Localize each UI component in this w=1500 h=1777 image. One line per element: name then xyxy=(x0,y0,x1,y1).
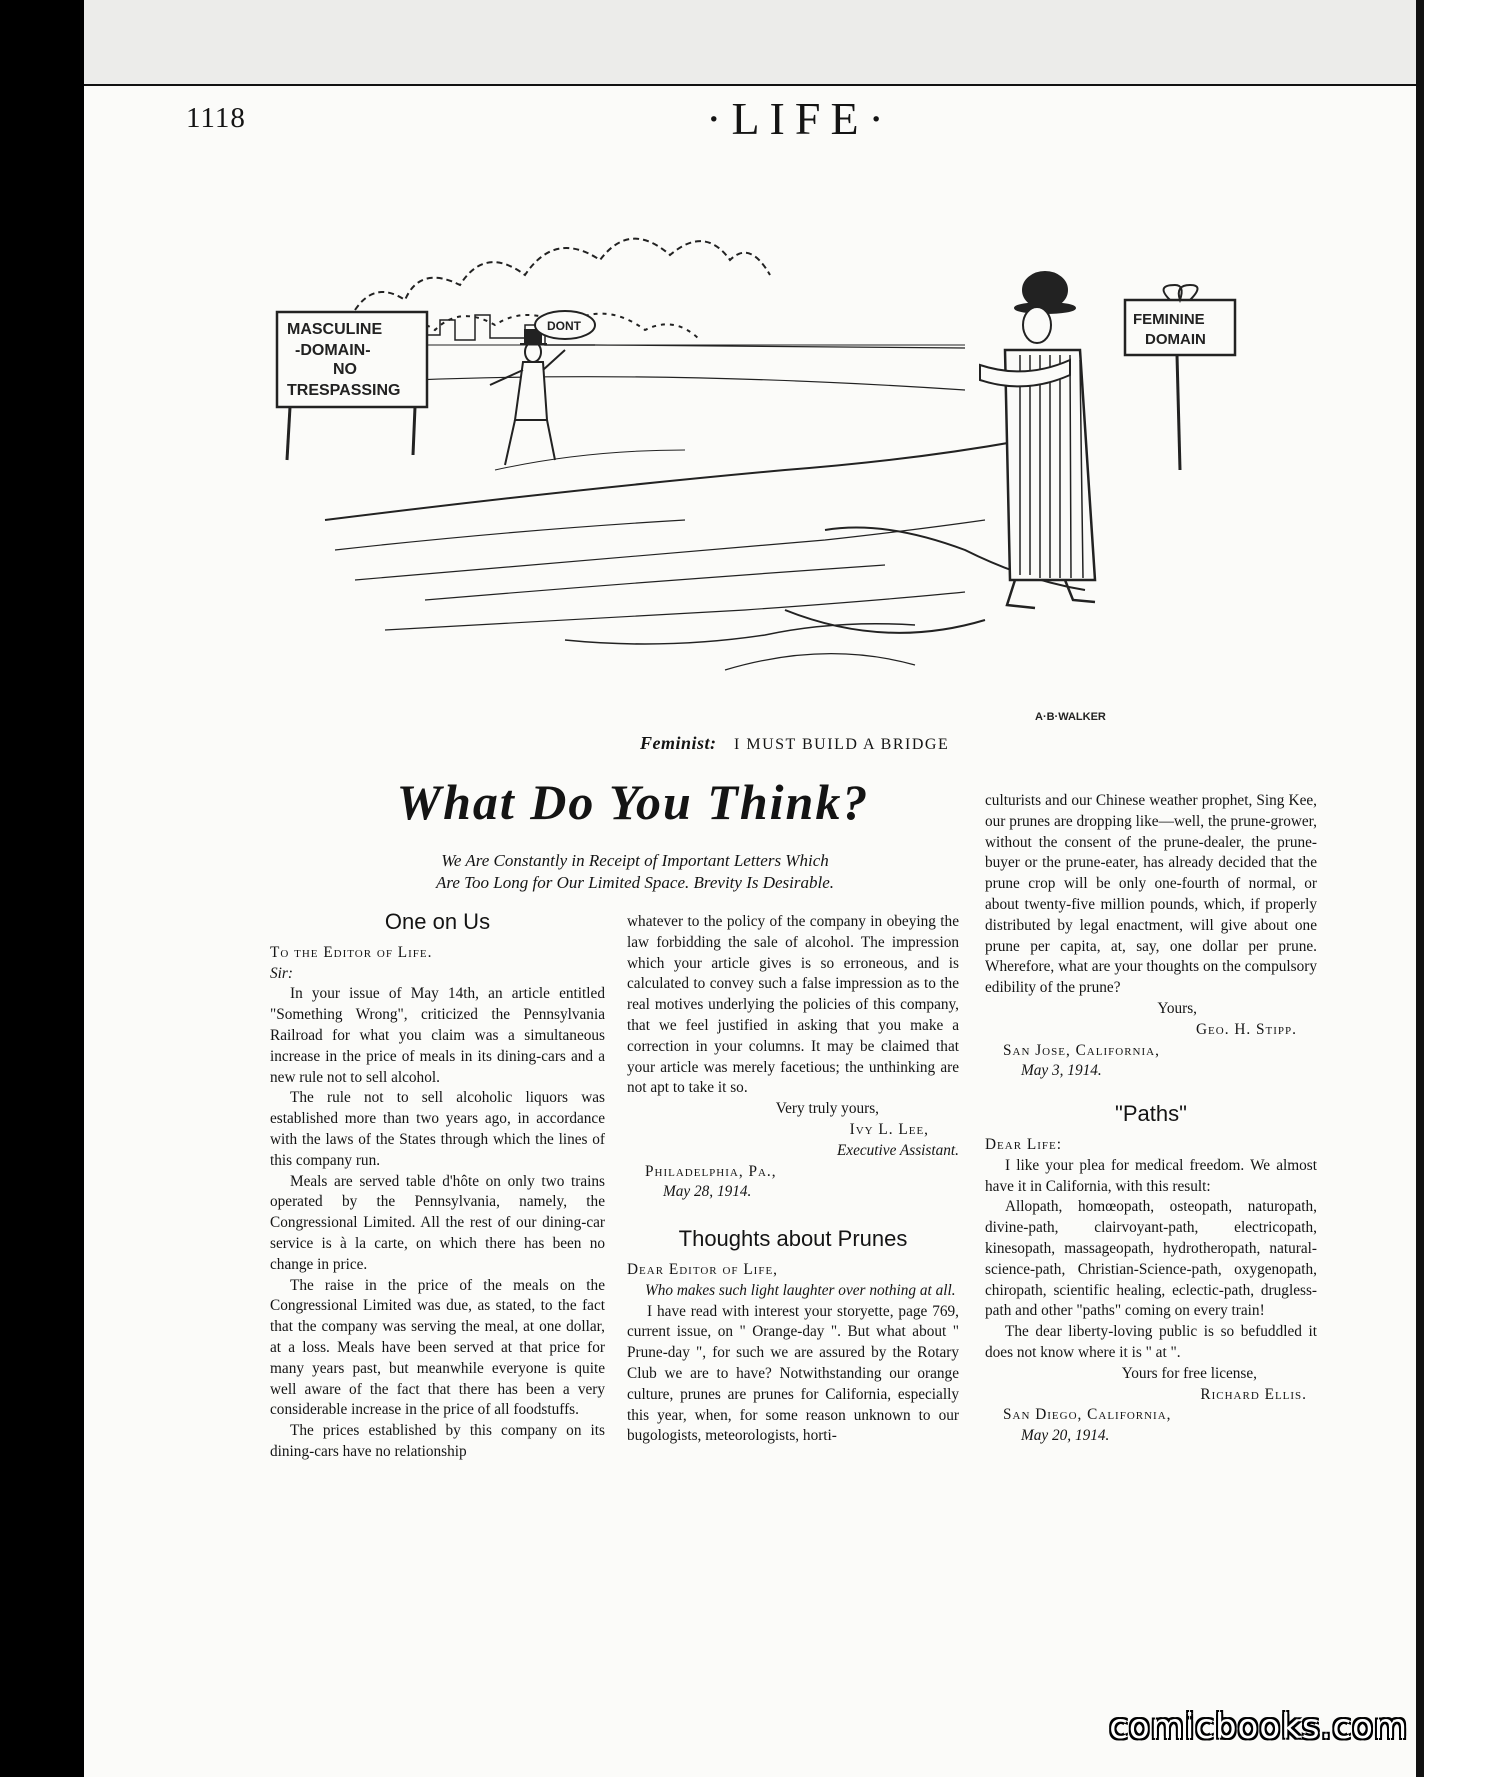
masthead: ·LIFE· xyxy=(706,93,894,144)
letter-1-paragraph-2: The rule not to sell alcoholic liquors was established more than two years ago, in accordance with the laws of the States through which the lines of this company run. xyxy=(270,1089,605,1169)
letter-1-paragraph-5: The prices established by this company on its dining-cars have no relationship xyxy=(270,1422,605,1460)
letter-2-signer: Geo. H. Stipp. xyxy=(1195,1020,1297,1038)
sign-left-line-4: TRESPASSING xyxy=(287,382,401,399)
letter-1-paragraph-3: Meals are served table d'hôte on only two trains operated by the Pennsylvania, namely, the Congressional Limited. All the rest of our dining-car service is à la carte, on which there has been no change in price. xyxy=(270,1172,605,1273)
sign-left-line-1: MASCULINE xyxy=(287,321,383,338)
letter-3-paragraph-2: Allopath, homœopath, osteopath, naturopath, divine-path, clairvoyant-path, electricopath, kinesopath, massageopath, hydrotheropath, natural-science-path, Christian-Science-path, oxygenopath, chiropath, scientific healing, eclectic-path, drugless-path and other "paths" coming on every train! xyxy=(985,1198,1317,1320)
letter-1-paragraph-4: The raise in the price of the meals on the Congressional Limited was due, as stated, to the fact that the company was serving the meal, at one dollar, at a loss. Meals have been served at that price for many years past, but meanwhile everyone is quite well aware of the fact that there has been a very considerable increase in the price of all foodstuffs. xyxy=(270,1276,605,1419)
letter-1-signer: Ivy L. Lee, xyxy=(849,1120,929,1138)
sign-right-line-2: DOMAIN xyxy=(1145,331,1206,348)
sign-left-line-3: NO xyxy=(333,361,357,378)
letter-1-sir: Sir: xyxy=(270,964,293,982)
caption-speaker: Feminist: xyxy=(640,733,717,753)
letter-3-paragraph-3: The dear liberty-loving public is so befuddled it does not know where it is " at ". xyxy=(985,1323,1317,1361)
site-watermark: comicbooks.com xyxy=(1109,1707,1408,1747)
letter-3-place: San Diego, California, xyxy=(1003,1406,1172,1424)
scan-border-left xyxy=(0,0,84,1777)
cartoon-caption xyxy=(640,733,949,754)
cartoon-illustration xyxy=(265,220,1335,730)
column-2 xyxy=(627,912,959,1447)
letter-3-salutation: Dear Life: xyxy=(985,1135,1062,1153)
letter-2-closing: Yours, xyxy=(1157,999,1197,1017)
letter-2-epigraph: Who makes such light laughter over nothing at all. xyxy=(645,1281,956,1299)
letter-3-paragraph-1: I like your plea for medical freedom. We almost have it in California, with this result: xyxy=(985,1156,1317,1195)
subtitle-line-2: Are Too Long for Our Limited Space. Brevity Is Desirable. xyxy=(435,873,835,892)
subtitle-line-1: We Are Constantly in Receipt of Important Letters Which xyxy=(441,851,829,870)
letter-1-title: One on Us xyxy=(384,909,491,934)
letter-2-salutation: Dear Editor of Life, xyxy=(627,1260,779,1278)
letter-1-salutation: To the Editor of Life. xyxy=(270,943,433,961)
letter-1-closing: Very truly yours, xyxy=(775,1100,879,1118)
scan-border-top xyxy=(84,0,1424,87)
sign-right-line-1: FEMININE xyxy=(1133,311,1205,328)
letter-1-date: May 28, 1914. xyxy=(663,1183,752,1201)
page-number: 1118 xyxy=(186,102,246,134)
caption-text: I MUST BUILD A BRIDGE xyxy=(734,736,950,753)
letter-2-paragraph-1: I have read with interest your storyette, page 769, current issue, on " Orange-day ". But what about " Prune-day ", for such we are assured by the Rotary Club we are to have? Notwithstanding our orange culture, prunes are prunes for California, especially this year, when, for some reason unknown to our bugologists, meteorologists, horti- xyxy=(627,1302,959,1445)
article-headline: What Do You Think? xyxy=(396,774,870,830)
letter-2-title: Thoughts about Prunes xyxy=(678,1226,908,1252)
letter-2-paragraph-2: culturists and our Chinese weather prophet, Sing Kee, our prunes are dropping like—well, the prune-grower, without the consent of the prune-dealer, the prune-buyer or the prune-eater, has already decided that the prune crop will be only one-fourth of normal, or about twenty-five million pounds, which, if properly distributed by legal enactment, will give about one prune per capita, at, say, one dollar per prune. Wherefore, what are your thoughts on the compulsory edibility of the prune? xyxy=(985,792,1317,997)
artist-signature: A·B·WALKER xyxy=(1035,711,1106,723)
letter-2-date: May 3, 1914. xyxy=(1021,1062,1102,1080)
letter-1-paragraph-6: whatever to the policy of the company in obeying the law forbidding the sale of alcohol. The impression which your article gives is so erroneous, and is calculated to convey such a false impression as to the real motives underlying the policies of this company, that we feel justified in asking that you make a correction in your columns. It may be claimed that your article was merely facetious; the unthinking are not apt to take it so. xyxy=(627,913,959,1097)
letter-1-place: Philadelphia, Pa., xyxy=(645,1162,777,1180)
letter-3-closing: Yours for free license, xyxy=(1121,1364,1257,1382)
scan-border-right xyxy=(1416,0,1500,1777)
letter-2-place: San Jose, California, xyxy=(1003,1041,1160,1059)
letter-1-paragraph-1: In your issue of May 14th, an article entitled "Something Wrong", criticized the Pennsylvania Railroad for what you claim was a simultaneous increase in the price of meals in its dining-cars and a new rule not to sell alcohol. xyxy=(270,985,605,1086)
column-3 xyxy=(985,791,1317,1447)
letter-3-title: "Paths" xyxy=(1115,1101,1187,1127)
column-1 xyxy=(270,909,605,1463)
letter-1-signer-title: Executive Assistant. xyxy=(836,1141,959,1159)
speech-bubble-text: DONT xyxy=(547,319,581,333)
sign-left-line-2: -DOMAIN- xyxy=(295,342,371,359)
letter-3-signer: Richard Ellis. xyxy=(1200,1385,1307,1403)
letter-3-date: May 20, 1914. xyxy=(1021,1427,1110,1445)
article-subtitle xyxy=(310,850,960,894)
